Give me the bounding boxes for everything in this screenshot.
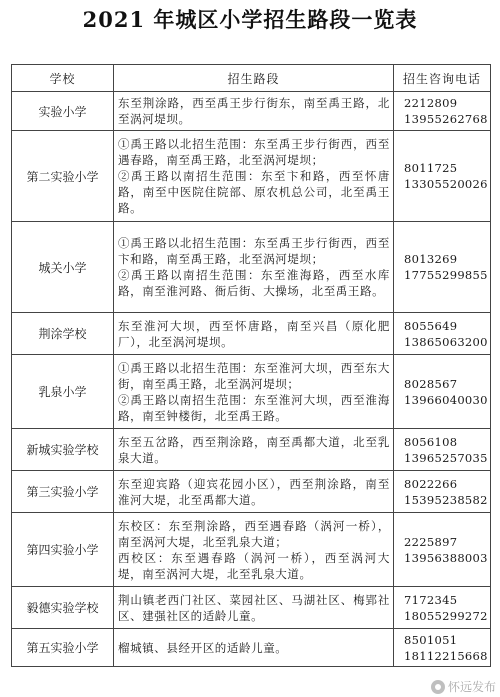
route-text: 榴城镇、县经开区的适龄儿童。: [118, 640, 288, 655]
route-text: 东至迎宾路（迎宾花园小区），西至荆涂路，南至淮河大堤，北至禹都大道。: [118, 476, 390, 507]
table-row: [12, 429, 491, 471]
table-row: [12, 471, 491, 513]
landline-number: 8028567: [404, 376, 458, 391]
phone-cell: [394, 92, 491, 131]
route-text: 东至淮河大坝，西至怀唐路，南至兴昌（原化肥厂），北至涡河堤坝。: [118, 318, 390, 349]
mobile-number: 17755299855: [404, 268, 488, 282]
admission-table: [11, 64, 491, 667]
phone-cell: [394, 629, 491, 667]
route-cell: [114, 92, 394, 131]
landline-number: 8011725: [404, 161, 458, 175]
school-name: 毅德实验学校: [12, 587, 114, 629]
landline-number: 8022266: [404, 476, 458, 491]
school-name: 实验小学: [12, 92, 114, 131]
phone-cell: [394, 131, 491, 222]
route-cell: [114, 222, 394, 313]
phone-cell: [394, 429, 491, 471]
school-name: 乳泉小学: [12, 355, 114, 429]
page-title: 2021 年城区小学招生路段一览表: [82, 7, 418, 32]
table-row: [12, 513, 491, 587]
table-row: [12, 131, 491, 222]
mobile-number: 18055299272: [404, 608, 488, 623]
route-cell: [114, 131, 394, 222]
wechat-icon: [431, 680, 445, 694]
route-cell: [114, 471, 394, 513]
table-row: [12, 587, 491, 629]
landline-number: 8501051: [404, 632, 458, 647]
mobile-number: 18112215668: [404, 648, 488, 663]
mobile-number: 15395238582: [404, 492, 488, 507]
school-name: 第二实验小学: [12, 131, 114, 222]
route-cell: [114, 313, 394, 355]
table-row: [12, 92, 491, 131]
phone-cell: [394, 355, 491, 429]
header-school: 学校: [12, 65, 114, 92]
mobile-number: 13956388003: [404, 550, 488, 565]
route-text: ①禹王路以北招生范围：东至淮河大坝，西至东大街，南至禹王路，北至涡河堤坝；: [118, 360, 390, 391]
route-text: ②禹王路以南招生范围：东至卞和路，西至怀唐路，南至中医院住院部、原农机总公司，北至禹王路。: [118, 169, 390, 215]
school-name: 第四实验小学: [12, 513, 114, 587]
route-text: 东至荆涂路，西至禹王步行街东，南至禹王路，北至涡河堤坝。: [118, 96, 390, 126]
route-text: ①禹王路以北招生范围：东至禹王步行街西，西至卞和路，南至禹王路，北至涡河堤坝；: [118, 236, 390, 266]
route-cell: [114, 587, 394, 629]
school-name: 新城实验学校: [12, 429, 114, 471]
phone-cell: [394, 313, 491, 355]
school-name: 第三实验小学: [12, 471, 114, 513]
header-route: 招生路段: [114, 65, 394, 92]
table-row: [12, 222, 491, 313]
route-text: 东至五岔路，西至荆涂路，南至禹都大道，北至乳泉大道。: [118, 434, 390, 465]
watermark: [431, 678, 496, 695]
landline-number: 2225897: [404, 534, 458, 549]
table-row: [12, 313, 491, 355]
route-text: 西校区：东至遇春路（涡河一桥），西至涡河大堤，南至涡河大堤，北至乳泉大道。: [118, 550, 390, 581]
mobile-number: 13865063200: [404, 334, 488, 349]
route-text: ②禹王路以南招生范围：东至淮河大坝，西至淮海路，南至钟楼街，北至禹王路。: [118, 392, 390, 423]
route-text: 东校区：东至荆涂路，西至遇春路（涡河一桥），南至涡河大堤，北至乳泉大道；: [118, 518, 390, 549]
header-phone: 招生咨询电话: [394, 65, 491, 92]
mobile-number: 13955262768: [404, 112, 488, 126]
school-name: 城关小学: [12, 222, 114, 313]
phone-cell: [394, 471, 491, 513]
route-cell: [114, 513, 394, 587]
landline-number: 8013269: [404, 252, 458, 266]
mobile-number: 13966040030: [404, 392, 488, 407]
route-cell: [114, 429, 394, 471]
table-row: [12, 355, 491, 429]
route-cell: [114, 355, 394, 429]
route-text: 荆山镇老西门社区、菜园社区、马湖社区、梅郢社区、建强社区的适龄儿童。: [118, 592, 390, 623]
watermark-text: 怀远发布: [447, 680, 496, 694]
route-cell: [114, 629, 394, 667]
table-row: [12, 629, 491, 667]
table-header-row: [12, 65, 491, 92]
landline-number: 2212809: [404, 96, 458, 110]
school-name: 第五实验小学: [12, 629, 114, 667]
mobile-number: 13305520026: [404, 177, 488, 191]
landline-number: 8055649: [404, 318, 458, 333]
route-text: ①禹王路以北招生范围：东至禹王步行街西，西至遇春路，南至禹王路，北至涡河堤坝；: [118, 137, 390, 167]
landline-number: 8056108: [404, 434, 458, 449]
phone-cell: [394, 222, 491, 313]
phone-cell: [394, 587, 491, 629]
landline-number: 7172345: [404, 592, 458, 607]
school-name: 荆涂学校: [12, 313, 114, 355]
phone-cell: [394, 513, 491, 587]
mobile-number: 13965257035: [404, 450, 488, 465]
route-text: ②禹王路以南招生范围：东至淮海路，西至水库路，南至淮河路、衙后街、大操场，北至禹王路。: [118, 268, 390, 298]
